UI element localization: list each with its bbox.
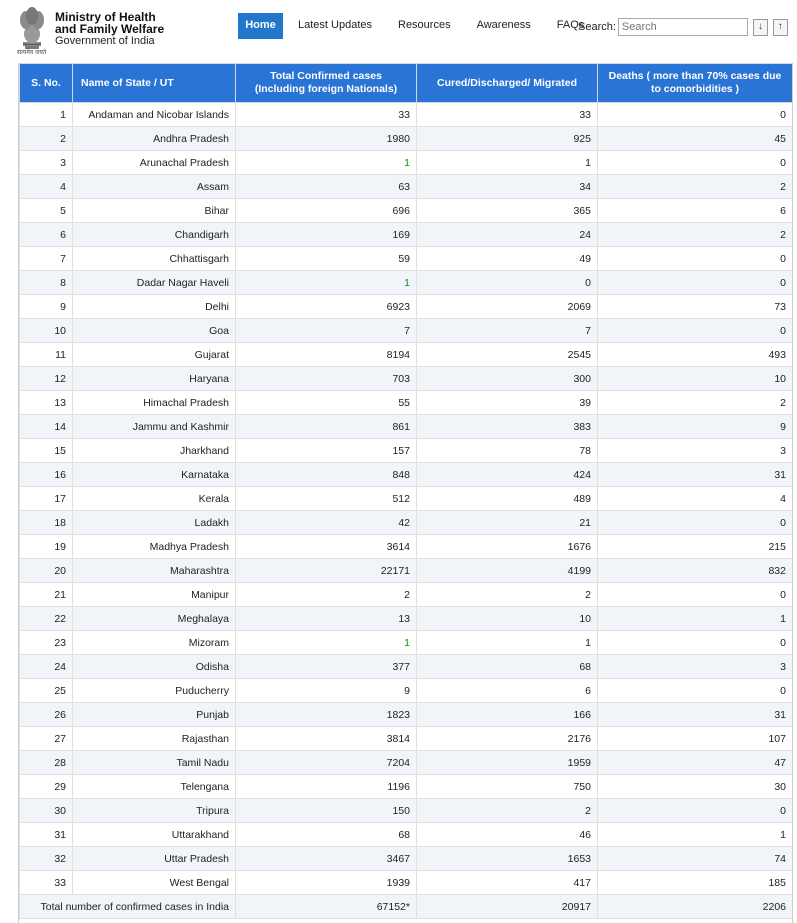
row-cured: 925 bbox=[417, 127, 598, 151]
row-state: Tripura bbox=[73, 799, 236, 823]
row-sno: 25 bbox=[20, 679, 73, 703]
row-sno: 16 bbox=[20, 463, 73, 487]
header-state[interactable]: Name of State / UT bbox=[73, 64, 236, 103]
table-row bbox=[20, 391, 793, 415]
sort-down-button[interactable]: ↓ bbox=[753, 19, 768, 36]
row-deaths: 3 bbox=[598, 655, 793, 679]
row-deaths: 2 bbox=[598, 391, 793, 415]
row-state: Gujarat bbox=[73, 343, 236, 367]
row-sno: 28 bbox=[20, 751, 73, 775]
table-row bbox=[20, 583, 793, 607]
row-cured: 750 bbox=[417, 775, 598, 799]
row-sno: 31 bbox=[20, 823, 73, 847]
row-state: Maharashtra bbox=[73, 559, 236, 583]
row-sno: 20 bbox=[20, 559, 73, 583]
table-row bbox=[20, 703, 793, 727]
table-total-row bbox=[20, 895, 793, 919]
row-deaths: 2 bbox=[598, 223, 793, 247]
row-state: Manipur bbox=[73, 583, 236, 607]
header-confirmed[interactable]: Total Confirmed cases (Including foreign Nationals) bbox=[236, 64, 417, 103]
table-header-row bbox=[20, 64, 793, 103]
table-row bbox=[20, 415, 793, 439]
main-nav bbox=[238, 13, 599, 39]
row-sno: 32 bbox=[20, 847, 73, 871]
ministry-brand[interactable] bbox=[55, 11, 164, 47]
row-cured: 2 bbox=[417, 799, 598, 823]
row-deaths: 30 bbox=[598, 775, 793, 799]
row-deaths: 493 bbox=[598, 343, 793, 367]
row-sno: 9 bbox=[20, 295, 73, 319]
row-deaths: 6 bbox=[598, 199, 793, 223]
row-sno: 33 bbox=[20, 871, 73, 895]
row-sno: 11 bbox=[20, 343, 73, 367]
row-confirmed: 3614 bbox=[236, 535, 417, 559]
site-header bbox=[0, 0, 797, 62]
row-deaths: 832 bbox=[598, 559, 793, 583]
row-confirmed: 7 bbox=[236, 319, 417, 343]
row-confirmed: 157 bbox=[236, 439, 417, 463]
row-confirmed: 7204 bbox=[236, 751, 417, 775]
header-sno[interactable]: S. No. bbox=[20, 64, 73, 103]
row-cured: 300 bbox=[417, 367, 598, 391]
row-cured: 2176 bbox=[417, 727, 598, 751]
row-sno: 8 bbox=[20, 271, 73, 295]
row-sno: 24 bbox=[20, 655, 73, 679]
emblem-caption: सत्यमेव जयते bbox=[17, 50, 47, 56]
row-confirmed: 59 bbox=[236, 247, 417, 271]
row-deaths: 107 bbox=[598, 727, 793, 751]
row-confirmed: 55 bbox=[236, 391, 417, 415]
row-confirmed: 696 bbox=[236, 199, 417, 223]
row-confirmed: 861 bbox=[236, 415, 417, 439]
table-row bbox=[20, 103, 793, 127]
row-deaths: 0 bbox=[598, 151, 793, 175]
row-cured: 33 bbox=[417, 103, 598, 127]
row-cured: 1676 bbox=[417, 535, 598, 559]
row-state: Jharkhand bbox=[73, 439, 236, 463]
row-confirmed: 1196 bbox=[236, 775, 417, 799]
row-deaths: 2 bbox=[598, 175, 793, 199]
row-sno: 14 bbox=[20, 415, 73, 439]
row-sno: 4 bbox=[20, 175, 73, 199]
row-confirmed: 63 bbox=[236, 175, 417, 199]
table-row bbox=[20, 655, 793, 679]
row-sno: 29 bbox=[20, 775, 73, 799]
table-row bbox=[20, 271, 793, 295]
row-confirmed: 1980 bbox=[236, 127, 417, 151]
row-deaths: 0 bbox=[598, 511, 793, 535]
row-sno: 26 bbox=[20, 703, 73, 727]
row-cured: 383 bbox=[417, 415, 598, 439]
row-cured: 1 bbox=[417, 631, 598, 655]
row-deaths: 0 bbox=[598, 271, 793, 295]
row-sno: 22 bbox=[20, 607, 73, 631]
row-sno: 6 bbox=[20, 223, 73, 247]
sort-up-button[interactable]: ↑ bbox=[773, 19, 788, 36]
table-row bbox=[20, 847, 793, 871]
row-confirmed: 22171 bbox=[236, 559, 417, 583]
nav-faqs[interactable]: FAQs bbox=[556, 19, 585, 31]
table-body bbox=[20, 103, 793, 919]
row-sno: 12 bbox=[20, 367, 73, 391]
row-cured: 24 bbox=[417, 223, 598, 247]
row-cured: 489 bbox=[417, 487, 598, 511]
row-state: Chandigarh bbox=[73, 223, 236, 247]
ministry-name-line1: Ministry of Health bbox=[55, 10, 156, 24]
row-state: West Bengal bbox=[73, 871, 236, 895]
row-confirmed: 3814 bbox=[236, 727, 417, 751]
table-row bbox=[20, 559, 793, 583]
row-cured: 10 bbox=[417, 607, 598, 631]
table-row bbox=[20, 871, 793, 895]
header-deaths[interactable]: Deaths ( more than 70% cases due to comorbidities ) bbox=[598, 64, 793, 103]
row-cured: 6 bbox=[417, 679, 598, 703]
row-cured: 78 bbox=[417, 439, 598, 463]
row-deaths: 0 bbox=[598, 631, 793, 655]
row-deaths: 31 bbox=[598, 703, 793, 727]
row-confirmed: 150 bbox=[236, 799, 417, 823]
row-state: Delhi bbox=[73, 295, 236, 319]
nav-latest-updates[interactable]: Latest Updates bbox=[298, 19, 372, 31]
header-cured[interactable]: Cured/Discharged/ Migrated bbox=[417, 64, 598, 103]
total-cured: 20917 bbox=[417, 895, 598, 919]
row-state: Uttarakhand bbox=[73, 823, 236, 847]
row-cured: 4199 bbox=[417, 559, 598, 583]
row-confirmed: 13 bbox=[236, 607, 417, 631]
table-row bbox=[20, 823, 793, 847]
row-state: Andhra Pradesh bbox=[73, 127, 236, 151]
row-deaths: 0 bbox=[598, 679, 793, 703]
table-row bbox=[20, 199, 793, 223]
row-confirmed: 848 bbox=[236, 463, 417, 487]
row-sno: 21 bbox=[20, 583, 73, 607]
table-row bbox=[20, 439, 793, 463]
row-sno: 10 bbox=[20, 319, 73, 343]
row-cured: 365 bbox=[417, 199, 598, 223]
row-state: Telengana bbox=[73, 775, 236, 799]
table-row bbox=[20, 151, 793, 175]
row-cured: 7 bbox=[417, 319, 598, 343]
row-deaths: 45 bbox=[598, 127, 793, 151]
row-sno: 17 bbox=[20, 487, 73, 511]
row-cured: 1 bbox=[417, 151, 598, 175]
row-cured: 39 bbox=[417, 391, 598, 415]
row-state: Arunachal Pradesh bbox=[73, 151, 236, 175]
row-sno: 13 bbox=[20, 391, 73, 415]
row-state: Dadar Nagar Haveli bbox=[73, 271, 236, 295]
table-row bbox=[20, 631, 793, 655]
row-deaths: 9 bbox=[598, 415, 793, 439]
row-confirmed: 1823 bbox=[236, 703, 417, 727]
row-cured: 1653 bbox=[417, 847, 598, 871]
row-confirmed: 1 bbox=[236, 631, 417, 655]
nav-awareness[interactable]: Awareness bbox=[476, 19, 531, 31]
table-row bbox=[20, 463, 793, 487]
row-state: Andaman and Nicobar Islands bbox=[73, 103, 236, 127]
row-deaths: 0 bbox=[598, 103, 793, 127]
row-confirmed: 68 bbox=[236, 823, 417, 847]
table-row bbox=[20, 679, 793, 703]
table-row bbox=[20, 175, 793, 199]
row-state: Ladakh bbox=[73, 511, 236, 535]
row-confirmed: 8194 bbox=[236, 343, 417, 367]
table-row bbox=[20, 295, 793, 319]
row-confirmed: 1 bbox=[236, 151, 417, 175]
row-confirmed: 33 bbox=[236, 103, 417, 127]
table-row bbox=[20, 247, 793, 271]
row-state: Odisha bbox=[73, 655, 236, 679]
row-sno: 3 bbox=[20, 151, 73, 175]
row-deaths: 0 bbox=[598, 247, 793, 271]
row-cured: 1959 bbox=[417, 751, 598, 775]
government-label: Government of India bbox=[55, 35, 155, 47]
row-confirmed: 703 bbox=[236, 367, 417, 391]
row-deaths: 0 bbox=[598, 799, 793, 823]
row-sno: 19 bbox=[20, 535, 73, 559]
row-state: Uttar Pradesh bbox=[73, 847, 236, 871]
table-row bbox=[20, 367, 793, 391]
row-confirmed: 377 bbox=[236, 655, 417, 679]
table-row bbox=[20, 751, 793, 775]
row-deaths: 10 bbox=[598, 367, 793, 391]
row-state: Tamil Nadu bbox=[73, 751, 236, 775]
row-cured: 68 bbox=[417, 655, 598, 679]
row-deaths: 1 bbox=[598, 607, 793, 631]
table-row bbox=[20, 319, 793, 343]
row-deaths: 0 bbox=[598, 319, 793, 343]
row-deaths: 47 bbox=[598, 751, 793, 775]
row-deaths: 74 bbox=[598, 847, 793, 871]
row-sno: 15 bbox=[20, 439, 73, 463]
table-row bbox=[20, 487, 793, 511]
row-sno: 23 bbox=[20, 631, 73, 655]
row-state: Madhya Pradesh bbox=[73, 535, 236, 559]
table-row bbox=[20, 127, 793, 151]
table-row bbox=[20, 535, 793, 559]
table-row bbox=[20, 775, 793, 799]
state-cases-table bbox=[19, 63, 793, 919]
row-cured: 0 bbox=[417, 271, 598, 295]
row-confirmed: 2 bbox=[236, 583, 417, 607]
row-state: Karnataka bbox=[73, 463, 236, 487]
search-input[interactable] bbox=[618, 18, 748, 36]
table-row bbox=[20, 727, 793, 751]
table-row bbox=[20, 511, 793, 535]
row-state: Assam bbox=[73, 175, 236, 199]
table-row bbox=[20, 343, 793, 367]
total-confirmed: 67152* bbox=[236, 895, 417, 919]
row-state: Bihar bbox=[73, 199, 236, 223]
row-deaths: 3 bbox=[598, 439, 793, 463]
row-cured: 166 bbox=[417, 703, 598, 727]
row-cured: 2069 bbox=[417, 295, 598, 319]
row-sno: 1 bbox=[20, 103, 73, 127]
row-state: Meghalaya bbox=[73, 607, 236, 631]
row-confirmed: 9 bbox=[236, 679, 417, 703]
row-confirmed: 512 bbox=[236, 487, 417, 511]
nav-resources[interactable]: Resources bbox=[398, 19, 451, 31]
row-confirmed: 3467 bbox=[236, 847, 417, 871]
row-confirmed: 1 bbox=[236, 271, 417, 295]
row-confirmed: 6923 bbox=[236, 295, 417, 319]
row-state: Chhattisgarh bbox=[73, 247, 236, 271]
row-deaths: 0 bbox=[598, 583, 793, 607]
row-deaths: 73 bbox=[598, 295, 793, 319]
row-sno: 5 bbox=[20, 199, 73, 223]
total-label: Total number of confirmed cases in India bbox=[20, 895, 236, 919]
row-sno: 18 bbox=[20, 511, 73, 535]
search-bar bbox=[578, 18, 788, 36]
row-cured: 2545 bbox=[417, 343, 598, 367]
state-cases-table-container[interactable] bbox=[18, 63, 793, 923]
table-row bbox=[20, 799, 793, 823]
row-state: Rajasthan bbox=[73, 727, 236, 751]
row-confirmed: 42 bbox=[236, 511, 417, 535]
row-deaths: 185 bbox=[598, 871, 793, 895]
table-row bbox=[20, 607, 793, 631]
row-state: Punjab bbox=[73, 703, 236, 727]
row-cured: 424 bbox=[417, 463, 598, 487]
row-state: Haryana bbox=[73, 367, 236, 391]
nav-home[interactable]: Home bbox=[238, 13, 283, 39]
row-state: Mizoram bbox=[73, 631, 236, 655]
row-deaths: 31 bbox=[598, 463, 793, 487]
row-cured: 49 bbox=[417, 247, 598, 271]
row-sno: 7 bbox=[20, 247, 73, 271]
ministry-name-line2: and Family Welfare bbox=[55, 22, 165, 36]
row-state: Kerala bbox=[73, 487, 236, 511]
row-confirmed: 169 bbox=[236, 223, 417, 247]
row-cured: 417 bbox=[417, 871, 598, 895]
row-sno: 30 bbox=[20, 799, 73, 823]
total-deaths: 2206 bbox=[598, 895, 793, 919]
row-state: Goa bbox=[73, 319, 236, 343]
table-row bbox=[20, 223, 793, 247]
row-deaths: 1 bbox=[598, 823, 793, 847]
row-confirmed: 1939 bbox=[236, 871, 417, 895]
row-state: Himachal Pradesh bbox=[73, 391, 236, 415]
row-deaths: 215 bbox=[598, 535, 793, 559]
row-sno: 2 bbox=[20, 127, 73, 151]
row-cured: 21 bbox=[417, 511, 598, 535]
row-cured: 2 bbox=[417, 583, 598, 607]
row-deaths: 4 bbox=[598, 487, 793, 511]
search-label: Search: bbox=[578, 21, 616, 33]
row-state: Jammu and Kashmir bbox=[73, 415, 236, 439]
row-state: Puducherry bbox=[73, 679, 236, 703]
row-cured: 34 bbox=[417, 175, 598, 199]
row-sno: 27 bbox=[20, 727, 73, 751]
row-cured: 46 bbox=[417, 823, 598, 847]
